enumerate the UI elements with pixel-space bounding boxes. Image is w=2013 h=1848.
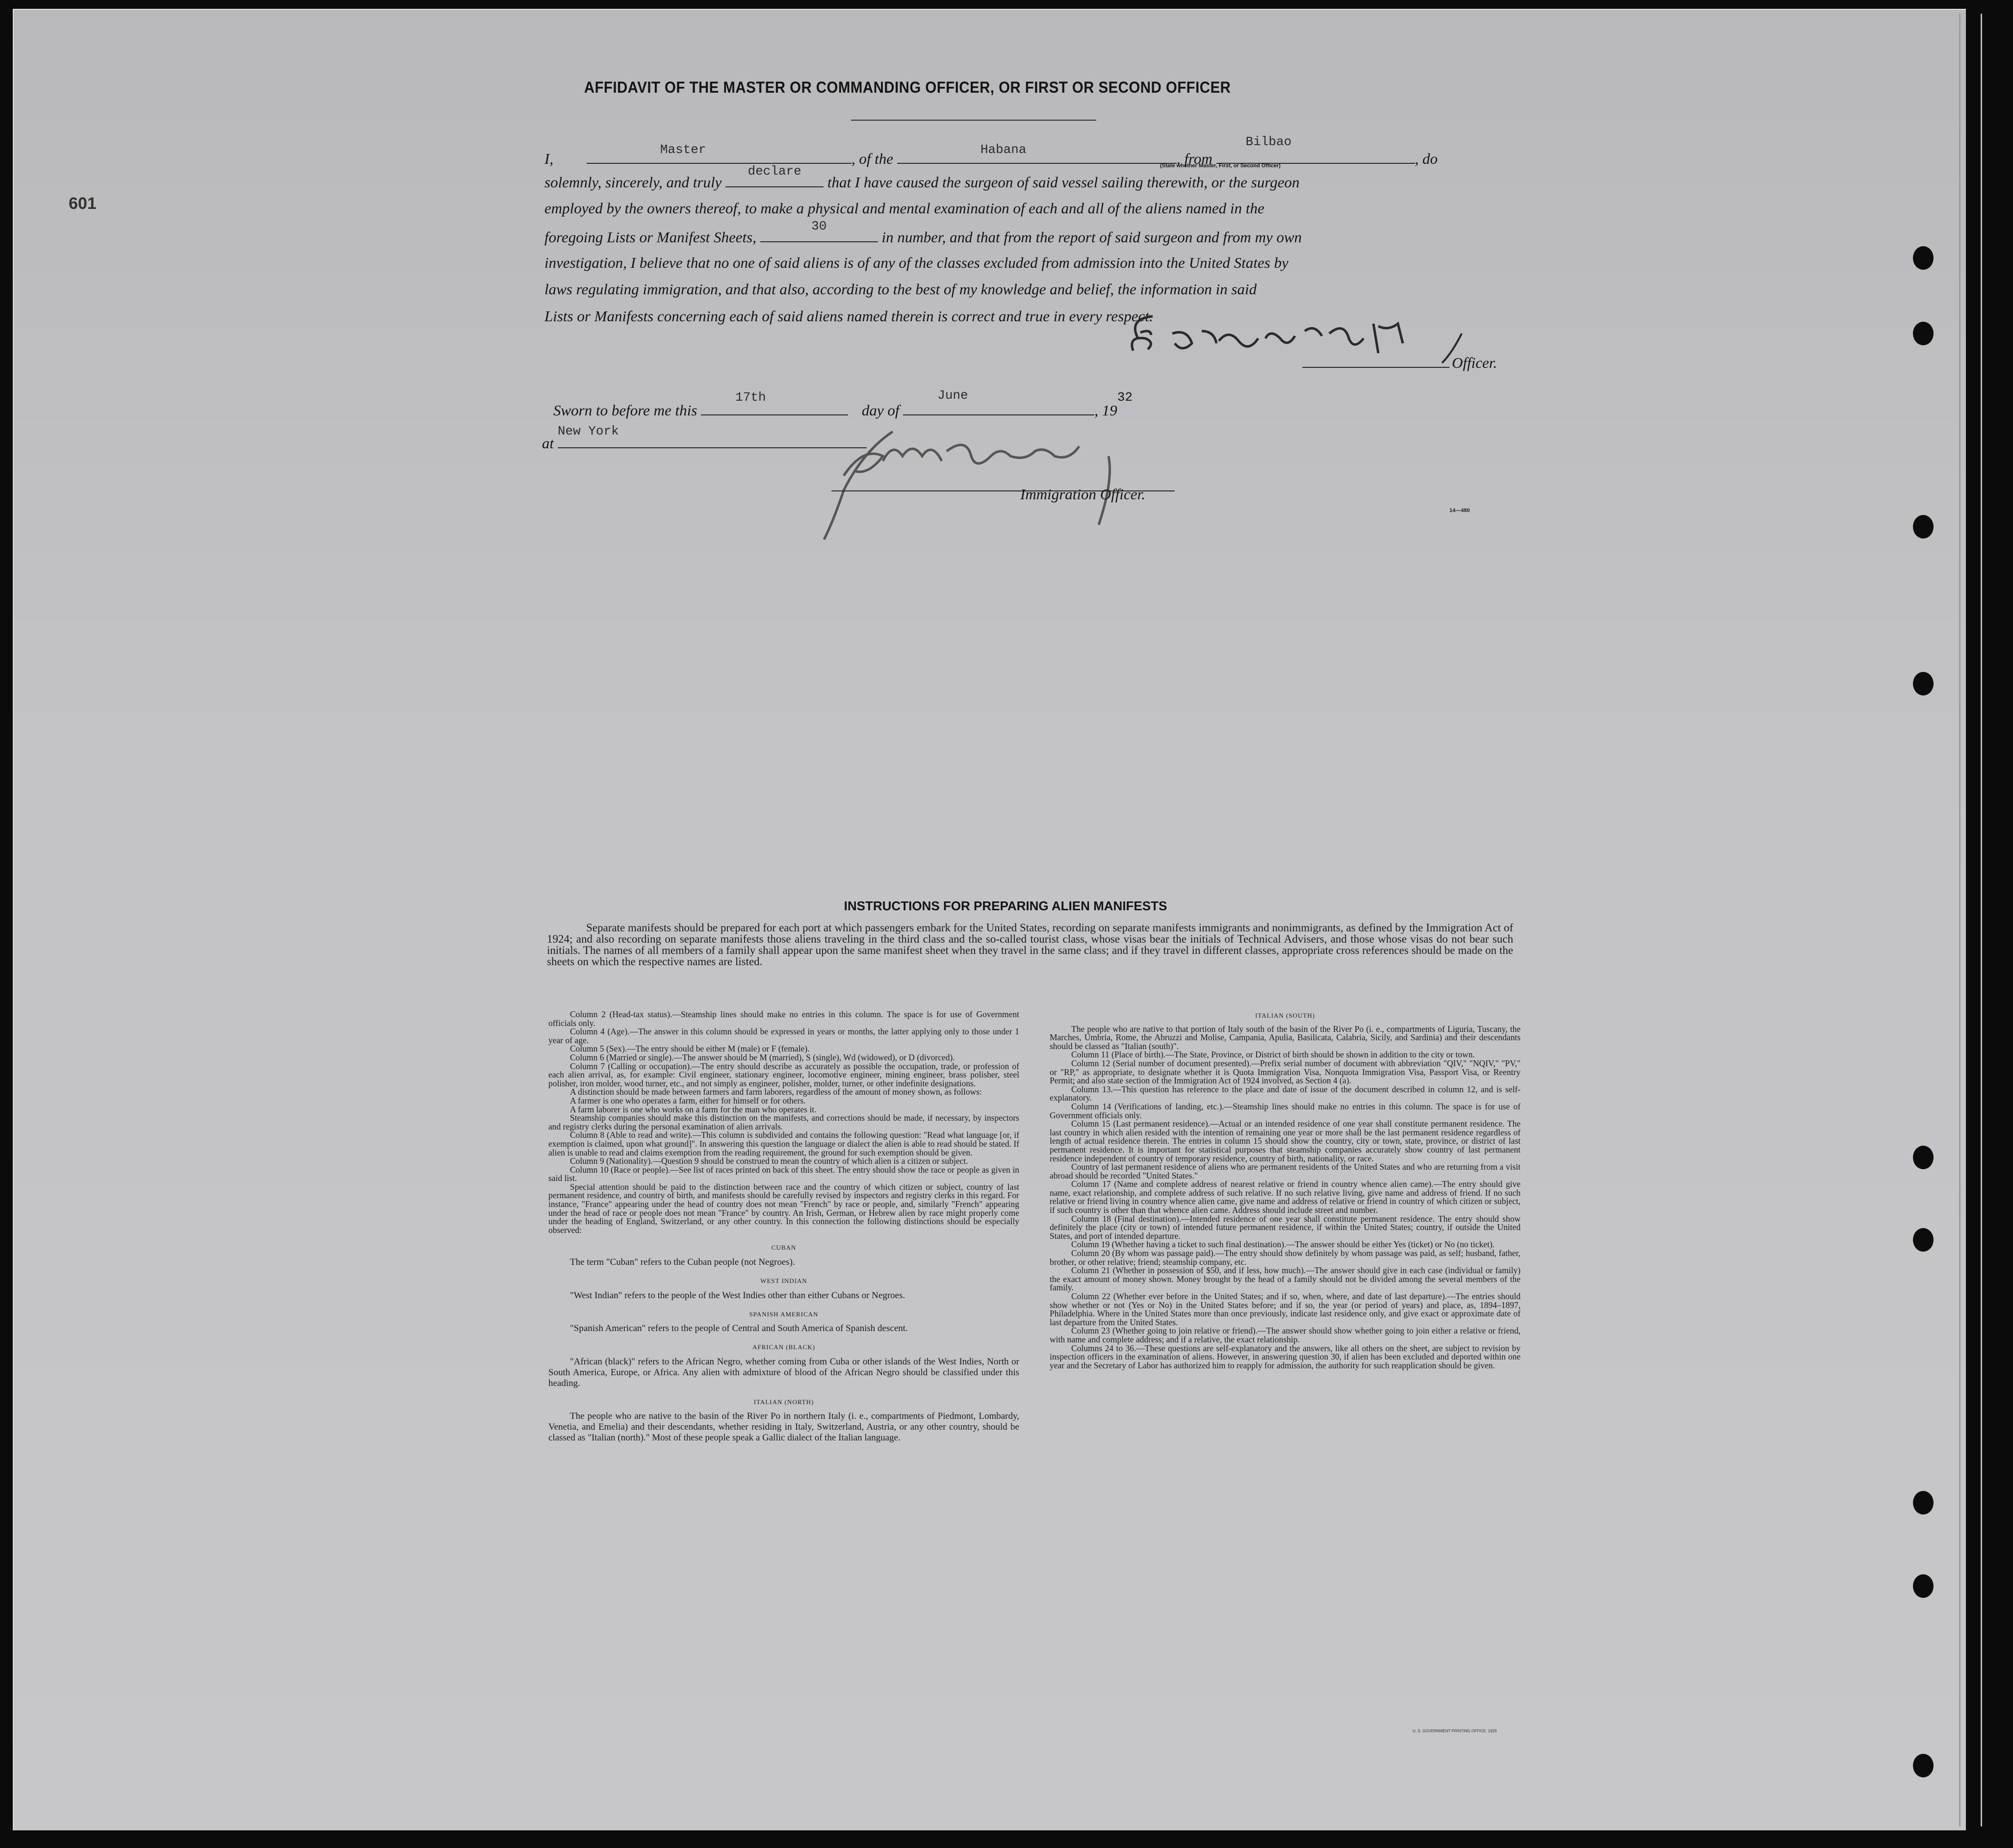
instruction-paragraph: Column 4 (Age).—The answer in this column should be expressed in years or months, the latter applying only to those under 1 year of age.: [548, 1027, 1019, 1045]
affidavit-line-3: employed by the owners thereof, to make a physical and mental examination of each and all of the aliens named in the: [544, 200, 1265, 217]
binder-hole: [1913, 672, 1934, 695]
rank-note: (State whether Master, First, or Second Officer): [1160, 163, 1281, 169]
affidavit-solemnly: solemnly, sincerely, and truly: [544, 174, 722, 191]
instructions-left-column: [548, 1010, 1019, 1443]
binder-hole: [1913, 322, 1934, 345]
affidavit-title: AFFIDAVIT OF THE MASTER OR COMMANDING OFFICER, OR FIRST OR SECOND OFFICER: [584, 78, 1231, 96]
instruction-paragraph: Column 19 (Whether having a ticket to such final destination).—The answer should be either Yes (ticket) or No (no ticket).: [1071, 1239, 1495, 1250]
day-value: 17th: [735, 390, 766, 405]
rank-value: Master: [660, 142, 706, 157]
instruction-paragraph: A farmer is one who operates a farm, either for himself or for others.: [570, 1095, 806, 1105]
instruction-paragraph: Column 20 (By whom was passage paid).—The entry should show definitely by whom passage was paid, as self; husband, father, brother, or other relative; friend; steamship company, etc.: [1050, 1248, 1521, 1267]
instruction-paragraph: Column 7 (Calling or occupation).—The entry should describe as accurately as possible the occupation, trade, or profession of each alien arrival, as, for example: Civil engineer, stationary engineer, locomotive engineer, mining engineer, brass polisher, steel polisher, iron molder, wood turner, etc., and not simply as engineer, polisher, molder, turner, or other indefinite designations.: [548, 1061, 1019, 1088]
affidavit-foregoing: foregoing Lists or Manifest Sheets,: [544, 229, 756, 246]
at-text: at: [542, 435, 554, 452]
month-value: June: [937, 388, 968, 403]
binder-hole: [1913, 1228, 1934, 1252]
declare-field: [725, 164, 824, 187]
affidavit-line-4-text: in number, and that from the report of said surgeon and from my own: [881, 229, 1302, 246]
count-field: [760, 219, 878, 242]
instruction-paragraph: Country of last permanent residence of aliens who are permanent residents of the United States and who are returning from a visit abroad should be recorded "United States.": [1050, 1162, 1521, 1181]
affidavit-line-7: Lists or Manifests concerning each of said aliens named therein is correct and true in every respect.: [544, 308, 1153, 325]
instruction-paragraph: Column 23 (Whether going to join relative or friend).—The answer should show whether going to join either a relative or friend, with name and complete address; and if a relative, the exact relationship.: [1050, 1326, 1521, 1344]
affidavit-line-5: investigation, I believe that no one of said aliens is of any of the classes excluded from admission into the United States by: [544, 254, 1289, 271]
instructions-title: INSTRUCTIONS FOR PREPARING ALIEN MANIFESTS: [844, 898, 1167, 913]
italian-north-heading: ITALIAN (NORTH): [753, 1398, 814, 1406]
instruction-paragraph: Column 10 (Race or people).—See list of races printed on back of this sheet. The entry should show the race or people as given in said list.: [548, 1164, 1019, 1183]
binder-hole: [1913, 515, 1934, 539]
instruction-paragraph: Column 14 (Verifications of landing, etc.).—Steamship lines should make no entries in this column. The space is for use of Government officials only.: [1050, 1101, 1521, 1120]
instruction-paragraph: Column 13.—This question has reference to the place and date of issue of the document described in column 12, and is self-explanatory.: [1050, 1084, 1521, 1103]
instruction-paragraph: Column 6 (Married or single).—The answer should be M (married), S (single), Wd (widowed), or D (divorced).: [570, 1052, 955, 1062]
instruction-paragraph: Column 18 (Final destination).—Intended residence of one year shall constitute permanent residence. The entry should show definitely the place (city or town) of intended future permanent residence, if within the United States; country, if outside the United States, and port of intended departure.: [1050, 1213, 1521, 1241]
day-of-text: day of: [861, 402, 900, 419]
african-heading: AFRICAN (BLACK): [752, 1343, 816, 1351]
instruction-paragraph: Column 9 (Nationality).—Question 9 should be construed to mean the country of which alien is a citizen or subject.: [570, 1156, 968, 1166]
spanish-american-definition: "Spanish American" refers to the people of Central and South America of Spanish descent.: [570, 1323, 908, 1334]
affidavit-i: I,: [544, 150, 554, 167]
west-indian-heading: WEST INDIAN: [760, 1277, 807, 1285]
printer-imprint: U. S. GOVERNMENT PRINTING OFFICE: 1929: [1413, 1729, 1497, 1733]
affidavit-line-1: [544, 134, 1438, 168]
form-number: 14—480: [1449, 508, 1470, 513]
cuban-heading: CUBAN: [771, 1244, 797, 1252]
affidavit-line-2-text: that I have caused the surgeon of said vessel sailing therewith, or the surgeon: [827, 174, 1300, 191]
instruction-paragraph: Column 11 (Place of birth).—The State, Province, or District of birth should be shown in addition to the city or town.: [1071, 1050, 1475, 1060]
binder-hole: [1913, 1146, 1934, 1169]
instruction-paragraph: A distinction should be made between farmers and farm laborers, regardless of the amount of money shown, as follows:: [570, 1087, 982, 1097]
instruction-paragraph: Columns 24 to 36.—These questions are self-explanatory and the answers, like all others on the sheet, are subject to revision by inspection officers in the examination of aliens. However, in answering question 30, if alien has been excluded and deported within one year and the Secretary of Labor has authorized him to reapply for admission, the authority for such reapplication should be given.: [1050, 1343, 1521, 1370]
place-value: New York: [557, 424, 619, 438]
binder-hole: [1913, 1491, 1934, 1514]
binder-hole: [1913, 1574, 1934, 1598]
binder-hole: [1913, 246, 1934, 270]
vessel-field: [897, 142, 1177, 164]
instruction-paragraph: Steamship companies should make this distinction on the manifests, and corrections should be made, if necessary, by inspectors and registry clerks during the personal examination of alien arrivals.: [548, 1113, 1019, 1131]
spanish-american-heading: SPANISH AMERICAN: [749, 1310, 819, 1318]
port-value: Bilbao: [1245, 134, 1292, 149]
instruction-paragraph: Column 17 (Name and complete address of nearest relative or friend in country whence alien came).—The entry should give name, exact relationship, and complete address of such relative. If no such relative living, give name and address of friend. If no such relative or friend living in country whence alien came, give name and address of relative or friend in country of which citizen or subject, if such country is other than that whence alien came. Address should include street and number.: [1050, 1179, 1521, 1215]
day-field: [701, 390, 848, 415]
title-rule: [851, 120, 1096, 121]
instruction-paragraph: The people who are native to that portion of Italy south of the basin of the River Po (i. e., compartments of Liguria, Tuscany, the Marches, Umbria, Rome, the Abruzzi and Molise, Campania, Apulia, Basilicata, Calabria, Sicily, and Sardinia) and their descendants should be classed as "Italian (south)".: [1050, 1024, 1521, 1051]
affidavit-from: , from: [1176, 150, 1213, 167]
italian-south-heading: ITALIAN (SOUTH): [1255, 1012, 1315, 1019]
instruction-paragraph: Column 15 (Last permanent residence).—Actual or an intended residence of one year shall constitute permanent residence. The last country in which alien resided with the intention of remaining one year or more shall be the last permanent residence regardless of length of actual residence therein. The entries in column 15 should show the country, city or town, state, province, or district of last permanent residence. It is important for statistical purposes that steamship companies accurately show country of last permanent residence independent of country of temporary residence, country of birth, nationality, or race.: [1050, 1119, 1521, 1163]
port-field: [1216, 134, 1415, 164]
instruction-paragraph: A farm laborer is one who works on a farm for the man who operates it.: [570, 1104, 817, 1114]
instruction-paragraph: Column 12 (Serial number of document presented).—Prefix serial number of document with abbreviation "QIV," "NQIV," "PV," or "RP," as appropriate, to designate whether it is Quota Immigration Visa, Nonquota Immigration Visa, Passport Visa, or Reentry Permit; and also state section of the Immigration Act of 1924 involved, as Section 4 (a).: [1050, 1058, 1521, 1086]
declare-value: declare: [748, 164, 801, 179]
instruction-paragraph: Column 5 (Sex).—The entry should be either M (male) or F (female).: [570, 1044, 810, 1054]
affidavit-line-6: laws regulating immigration, and that also, according to the best of my knowledge and belief, the information in said: [544, 281, 1257, 298]
affidavit-do: , do: [1415, 150, 1438, 167]
immigration-officer-label: Immigration Officer.: [1020, 486, 1145, 503]
year-prefix: , 19: [1094, 402, 1117, 419]
west-indian-definition: "West Indian" refers to the people of the West Indies other than either Cubans or Negroes.: [570, 1290, 905, 1301]
sworn-text: Sworn to before me this: [553, 402, 697, 419]
italian-north-definition: The people who are native to the basin of the River Po in northern Italy (i. e., compartments of Piedmont, Lombardy, Venetia, and Emelia) and their descendants, whether residing in Italy, Switzerland, Austria, or any other country, should be classed as "Italian (north)." Most of these people speak a Gallic dialect of the Italian language.: [548, 1411, 1019, 1443]
month-field: [903, 388, 1094, 415]
instruction-paragraph: Column 22 (Whether ever before in the United States; and if so, when, where, and date of last departure).—The entries should show whether or not (Yes or No) in the United States before; and if so, the year (or period of years) and place, as, 1894–1897, Philadelphia. Where in the United States more than once previously, indicate last residence only, and give exact or approximate date of last departure from the United States.: [1050, 1291, 1521, 1327]
cuban-definition: The term "Cuban" refers to the Cuban people (not Negroes).: [570, 1257, 795, 1268]
instruction-paragraph: Column 21 (Whether in possession of $50, and if less, how much).—The answer should give in each case (individual or family) the exact amount of money shown. Money brought by the head of a family should not be divided among the several members of the family.: [1050, 1265, 1521, 1293]
sworn-line: [553, 388, 1133, 419]
instructions-right-column: [1050, 1010, 1521, 1370]
binder-edge-outer: [1981, 14, 1982, 1826]
officer-label: Officer.: [1452, 354, 1497, 371]
count-value: 30: [811, 219, 827, 233]
year-value: 32: [1117, 390, 1133, 405]
affidavit-line-4: [544, 219, 1302, 246]
rank-field: [587, 142, 852, 164]
vessel-value: Habana: [980, 142, 1027, 157]
officer-signature-line: [1302, 367, 1449, 368]
instruction-paragraph: Column 8 (Able to read and write).—This column is subdivided and contains the following question: "Read what language [or, if exemption is claimed, upon what ground]". In answering this question the language or dialect the alien is able to read should be stated. If alien is unable to read and claims exemption from the reading requirement, the ground for such exemption should be given.: [548, 1130, 1019, 1157]
affidavit-of-the: , of the: [851, 150, 894, 167]
african-definition: "African (black)" refers to the African Negro, whether coming from Cuba or other islands of the West Indies, North or South America, Europe, or Africa. Any alien with admixture of blood of the African Negro should be classified under this heading.: [548, 1356, 1019, 1388]
instruction-paragraph: Special attention should be paid to the distinction between race and the country of which citizen or subject, country of last permanent residence, and country of birth, and manifests should be carefully revised by inspectors and registry clerks in this regard. For instance, "France" appearing under the head of country does not mean "French" by race or people, and, similarly "French" appearing under the head of race or people does not mean "France" by country. An Irish, German, or Hebrew alien by race might properly come under the heading of England, Switzerland, or any other country. In this connection the following distinctions should be especially observed:: [548, 1181, 1019, 1235]
officer-signature: [1118, 304, 1501, 373]
binder-edge: [1959, 14, 1961, 1826]
binder-hole: [1913, 1754, 1934, 1777]
sheet-number: 601: [69, 194, 97, 213]
instruction-paragraph: Column 2 (Head-tax status).—Steamship lines should make no entries in this column. The space is for use of Government officials only.: [548, 1009, 1019, 1028]
instructions-intro: Separate manifests should be prepared for each port at which passengers embark for the United States, recording on separate manifests immigrants and nonimmigrants, as defined by the Immigration Act of 1924; and also recording on separate manifests those aliens traveling in the third class and the so-called tourist class, whose visas bear the initials of Technical Advisers, and those whose visas do not bear such initials. The names of all members of a family shall appear upon the same manifest sheet when they travel in the same class; and if they travel in different classes, appropriate cross references should be made on the sheets on which the respective names are listed.: [547, 922, 1513, 968]
